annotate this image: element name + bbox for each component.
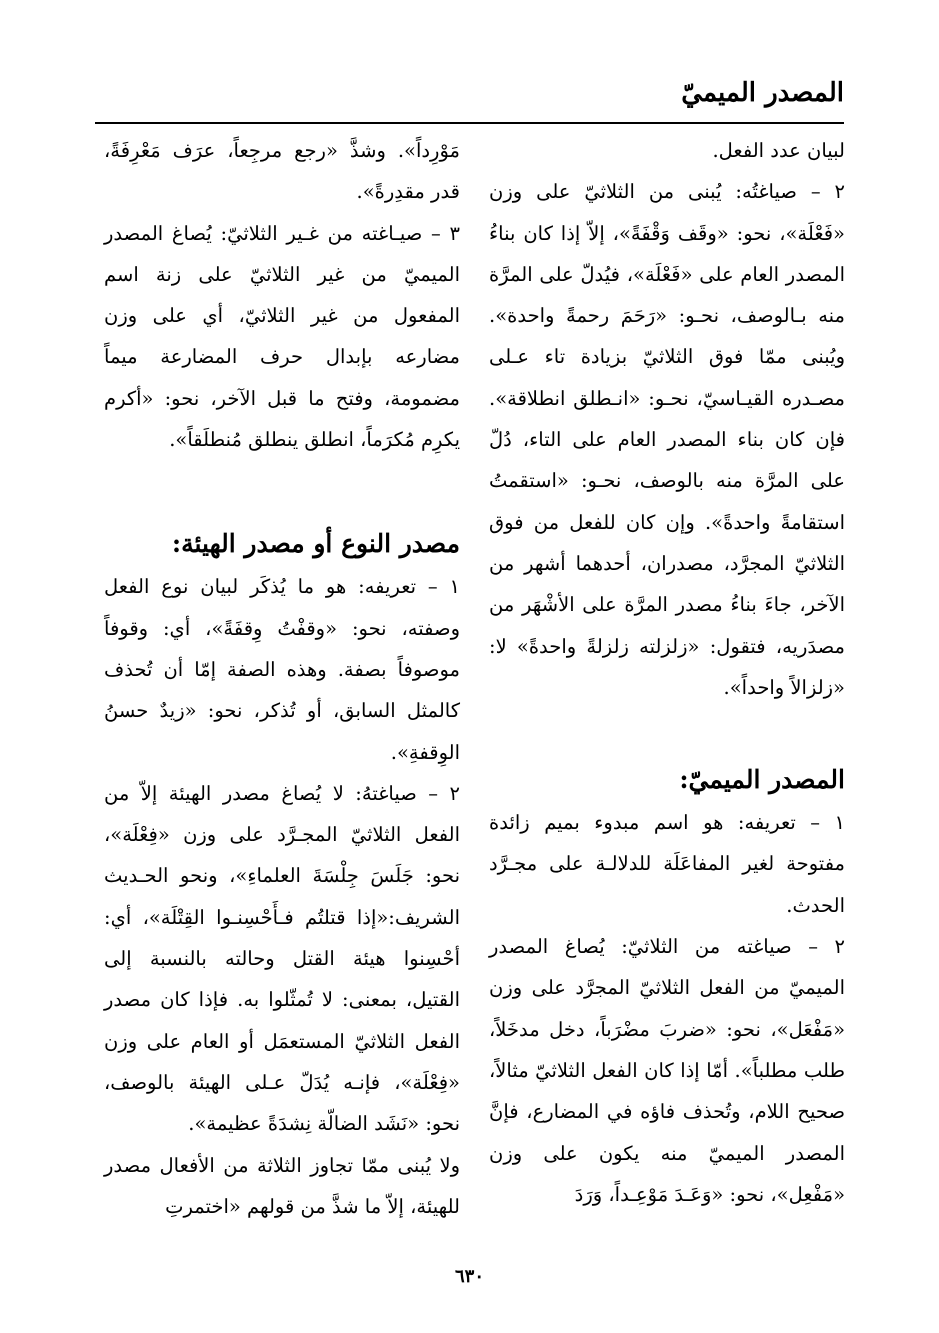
spacer [489, 708, 845, 758]
paragraph: ٣ – صيـاغته من غـير الثلاثيّ: يُصاغ المصدر الميميّ من غير الثلاثيّ على زنة اسم المفعول من غير الثلاثيّ، أي على وزن مضارعه بإبدال حرف المضارعة ميماً مضمومة، وفتح ما قبل الآخر، نحو: «أكرم يكرِم مُكرَماً، انطلق ينطلق مُنطلَقاً». [104, 221, 460, 452]
paragraph: ١ – تعريفه: هو ما يُذكَر لبيان نوع الفعل وصفته، نحو: «وقفْتُ وِقفَةً»، أي: وقوفاً موصوفاً بصفة. وهذه الصفة إمّا أن تُحذف كالمثل السابق، أو تُذكر، نحو: «زيدٌ حسنُ الوِقفةِ». [104, 575, 460, 764]
spacer [104, 460, 460, 522]
right-column [489, 130, 845, 1215]
page-number: ٦٣٠ [454, 1266, 484, 1287]
paragraph: ٢ – صياغته من الثلاثيّ: يُصاغ المصدر الميميّ من الفعل الثلاثيّ المجرَّد على وزن «مَفْعَل»، نحو: «ضربَ مضْرَباً، دخل مدخَلاً، طلب مطلباً». أمّا إذا كان الفعل الثلاثيّ مثالاً، صحيح اللام، وتُحذف فاؤه في المضارع، فإنَّ المصدر الميميّ منه يكون على وزن «مَفْعِل»، نحو: «وَعَـدَ مَوْعِـداً، وَرَدَ [489, 935, 845, 1206]
paragraph: ولا يُبنى ممّا تجاوز الثلاثة من الأفعال مصدر للهيئة، إلاّ ما شذَّ من قولهم «اختمرتِ [104, 1153, 460, 1218]
paragraph: ٢ – صياغتُه: يُبنى من الثلاثيّ على وزن «فَعْلَة»، نحو: «وقَف وَقْفَةً»، إلاّ إذا كان بناءُ المصدر العام على «فَعْلَة»، فيُدلّ على المرَّة منه بـالوصف، نحـو: «رَحَمَ رحمةً واحدة». ويُبنى ممّا فوق الثلاثيّ بزيادة تاء عـلى مصـدره القيـاسيّ، نحـو: «انـطلق انطلاقة». فإن كان بناء المصدر العام على التاء، دُلّ على المرَّة منه بالوصف، نحـو: «استقمتُ استقامةً واحدةً». وإن كان للفعل من فوق الثلاثيّ المجرَّد، مصدران، أحدهما أشهر من الآخر، جاءَ بناءُ مصدر المرَّة على الأشْهَر من مصدَريه، فتقول: «زلزلته زلزلةً واحدةً» لا: «زلزالاً واحداً». [489, 180, 845, 699]
paragraph: لبيان عدد الفعل. [712, 139, 845, 162]
paragraph: ٢ – صياغتهُ: لا يُصاغ مصدر الهيئة إلاّ من الفعل الثلاثيّ المجـرَّد على وزن «فِعْلَة»، نحو: جَلَسَ جِلْسَةَ العلماءِ»، ونحو الحـديث الشريف:«إذا قتلتُم فـأَحْسِنـوا القِتْلَة»، أي: أحْسِنوا هيئة القتل وحالته بالنسبة إلى القتيل، بمعنى: لا تُمثّلوا به. فإذا كان مصدر الفعل الثلاثيّ المستعمَل أو العام على وزن «فِعْلَة»، فإنـه يُدَلّ عـلى الهيئة بالوصف، نحو: «نَشَد الضالّة نِشدَةً عظيمة». [104, 781, 460, 1136]
running-head: المصدر الميميّ [681, 78, 844, 108]
section-heading: مصدر النوع أو مصدر الهيئة: [171, 529, 460, 559]
header-rule [95, 122, 844, 124]
paragraph: مَوْرِداً». وشذَّ «رجع مرجِعاً، عرَف مَعْرِفَةً، قدر مقدِرةً». [104, 139, 460, 204]
section-heading: المصدر الميميّ: [679, 765, 845, 795]
paragraph: ١ – تعريفه: هو اسم مبدوء بميم زائدة مفتوحة لغير المفاعَلَة للدلالـة على مجـرَّد الحدث. [489, 811, 845, 917]
left-column [104, 130, 460, 1227]
